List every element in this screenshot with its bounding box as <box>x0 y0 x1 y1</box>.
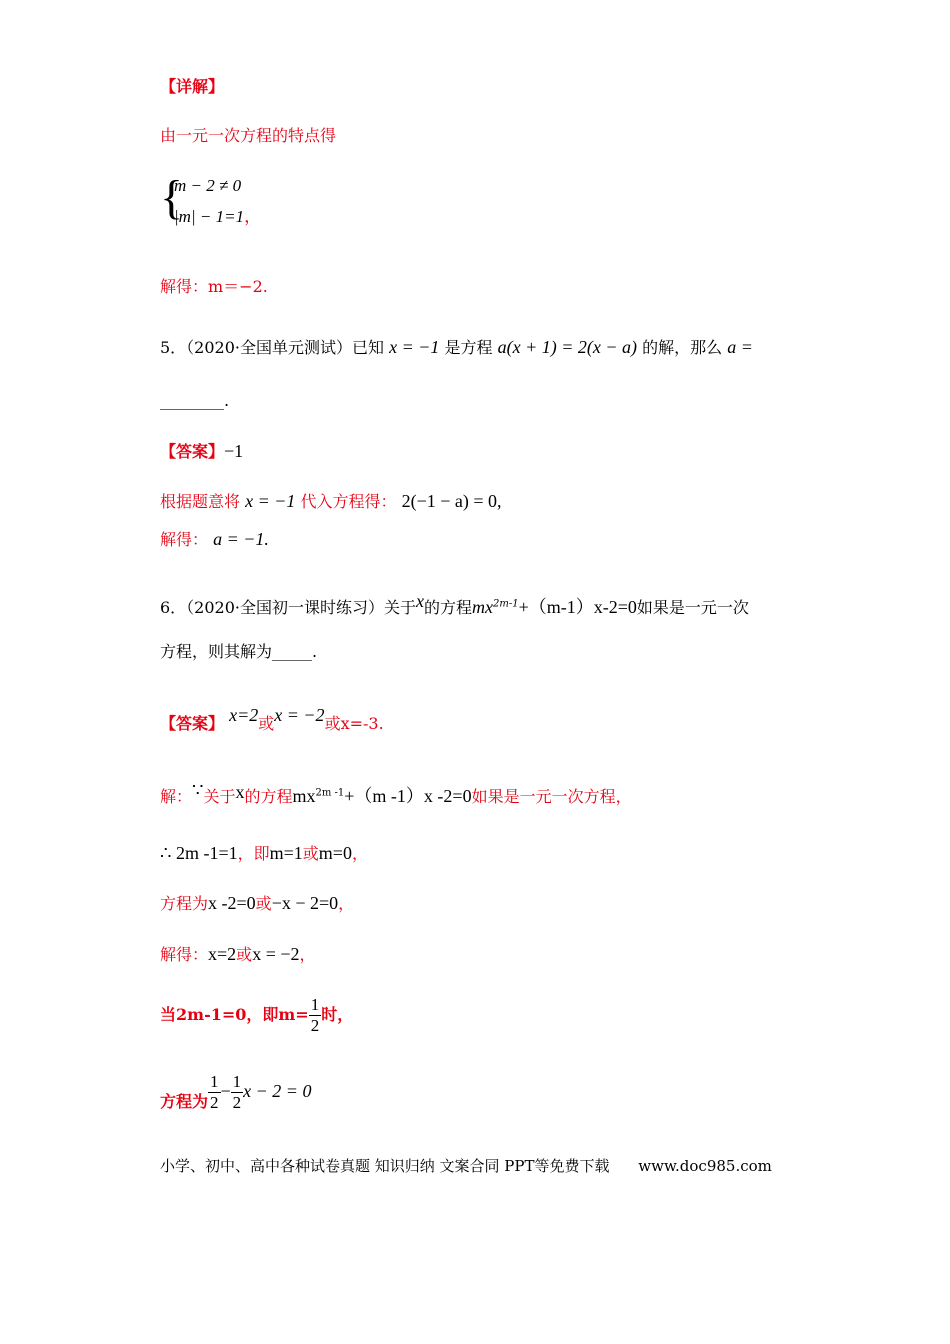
a5-step2 <box>160 528 269 551</box>
sol6-line5 <box>160 995 353 1036</box>
footer-url: www.doc985.com <box>638 1157 772 1175</box>
left-brace: { <box>160 171 184 224</box>
sol6-l3-or: 或 <box>255 894 272 913</box>
q6-eq-rest: +（m-1）x-2=0 <box>518 597 637 617</box>
a5-step1-text: 根据题意将 <box>160 492 241 511</box>
because-symbol: ∵ <box>192 780 204 800</box>
sol6-l5-t1: 当2m-1=0，即m= <box>160 1005 309 1024</box>
sol6-l1-label: 解： <box>160 787 193 806</box>
sol6-line4 <box>160 943 316 966</box>
a5-step1-text2: 代入方程得： <box>300 492 397 511</box>
q5-suffix: 的解，那么 <box>642 338 723 357</box>
sol6-l6-t1: 方程为 <box>160 1092 209 1111</box>
a5-step2-label: 解得： <box>160 530 209 549</box>
sol6-l1-t2: 的方程 <box>244 787 293 806</box>
minus-sign: − <box>220 1081 231 1101</box>
q6-eq-base: mx <box>472 597 494 617</box>
a6-or1: 或 <box>258 714 275 733</box>
sol6-l1-rest: +（m -1）x -2=0 <box>344 786 472 806</box>
sol6-l2-math: ∴ 2m -1=1 <box>160 843 238 863</box>
a5-label: 【答案】 <box>160 442 225 461</box>
fraction-2 <box>231 1072 244 1113</box>
q6-prefix: 6．（2020·全国初一课时练习）关于 <box>160 598 416 617</box>
sol6-l1-x: x <box>235 782 245 802</box>
a6-ans3: x=-3. <box>340 714 384 733</box>
sol6-l1-t3: 如果是一元一次方程， <box>471 787 632 806</box>
sol6-l4-t1: 解得： <box>160 945 209 964</box>
a5-step1-equation: 2(−1 − a) = 0, <box>401 491 502 511</box>
a5-step2-math: a = −1. <box>213 529 269 549</box>
a6-label: 【答案】 <box>160 714 225 733</box>
answer-5 <box>160 440 243 463</box>
sol6-l4-end: ， <box>299 945 316 964</box>
a5-step1-math: x = −1 <box>245 491 296 511</box>
sol6-l1-exp: 2m -1 <box>315 787 345 799</box>
frac1-num: 1 <box>210 1072 219 1091</box>
detail-heading: 【详解】 <box>160 77 225 96</box>
a6-ans1: x=2 <box>229 705 259 725</box>
question-5 <box>160 336 753 359</box>
fraction-one-half <box>309 995 322 1036</box>
sol6-line1 <box>160 779 632 808</box>
q6-var: x <box>416 591 424 611</box>
footer <box>160 1155 772 1176</box>
answer-6 <box>160 704 384 735</box>
sol6-l2-m2: m=0 <box>318 843 352 863</box>
a6-or2: 或 <box>324 714 341 733</box>
sol6-l3-t1: 方程为 <box>160 894 209 913</box>
q6-line2: 方程，则其解为_____. <box>160 642 318 661</box>
frac-denominator: 2 <box>310 1016 320 1035</box>
sol6-l3-end: ， <box>338 894 355 913</box>
frac-numerator: 1 <box>310 995 320 1014</box>
q5-equation: a(x + 1) = 2(x − a) <box>497 337 637 357</box>
frac2-num: 1 <box>232 1072 242 1091</box>
q6-eq-exp: 2m-1 <box>493 598 519 610</box>
q5-var: a = <box>727 337 753 357</box>
sol6-line6 <box>160 1072 311 1113</box>
system-row-1: m − 2 ≠ 0 <box>174 176 242 195</box>
detail-line1: 由一元一次方程的特点得 <box>160 126 337 145</box>
fraction-1 <box>208 1072 221 1113</box>
system-comma: ， <box>244 207 262 226</box>
question-6 <box>160 590 749 619</box>
footer-left: 小学、初中、高中各种试卷真题 知识归纳 文案合同 PPT等免费下载 <box>160 1157 610 1175</box>
a5-value: −1 <box>224 441 244 461</box>
sol6-l1-t1: 关于 <box>203 787 236 806</box>
sol6-l5-t2: 时， <box>321 1005 354 1024</box>
system-row-2 <box>174 202 261 227</box>
sol6-l3-m1: x -2=0 <box>208 893 256 913</box>
sol6-l4-or: 或 <box>236 945 253 964</box>
sol6-line2 <box>160 842 368 865</box>
frac1-den: 2 <box>210 1093 219 1112</box>
a6-ans2: x = −2 <box>274 705 325 725</box>
frac2-den: 2 <box>232 1093 242 1112</box>
sol6-l2-t1: ，即 <box>237 844 270 863</box>
q5-mid: 是方程 <box>444 338 493 357</box>
sol6-l4-m1: x=2 <box>208 944 237 964</box>
q6-mid: 的方程 <box>424 598 473 617</box>
sol6-l1-base: mx <box>292 786 316 806</box>
detail-result: 解得：m＝−2. <box>160 277 268 296</box>
q5-blank: ________. <box>160 391 230 410</box>
sol6-line3 <box>160 892 354 915</box>
q6-suffix: 如果是一元一次 <box>636 598 749 617</box>
system-row-2-math: |m| − 1=1 <box>174 207 245 226</box>
q5-condition: x = −1 <box>389 337 440 357</box>
q5-prefix: 5．（2020·全国单元测试）已知 <box>160 338 384 357</box>
sol6-l3-m2: −x − 2=0 <box>271 893 339 913</box>
sol6-l2-or: 或 <box>302 844 319 863</box>
sol6-l6-rest: x − 2 = 0 <box>243 1081 312 1101</box>
sol6-l2-end: ， <box>351 844 368 863</box>
sol6-l2-m1: m=1 <box>269 843 303 863</box>
sol6-l4-m2: x = −2 <box>252 944 300 964</box>
a5-step1 <box>160 490 502 513</box>
